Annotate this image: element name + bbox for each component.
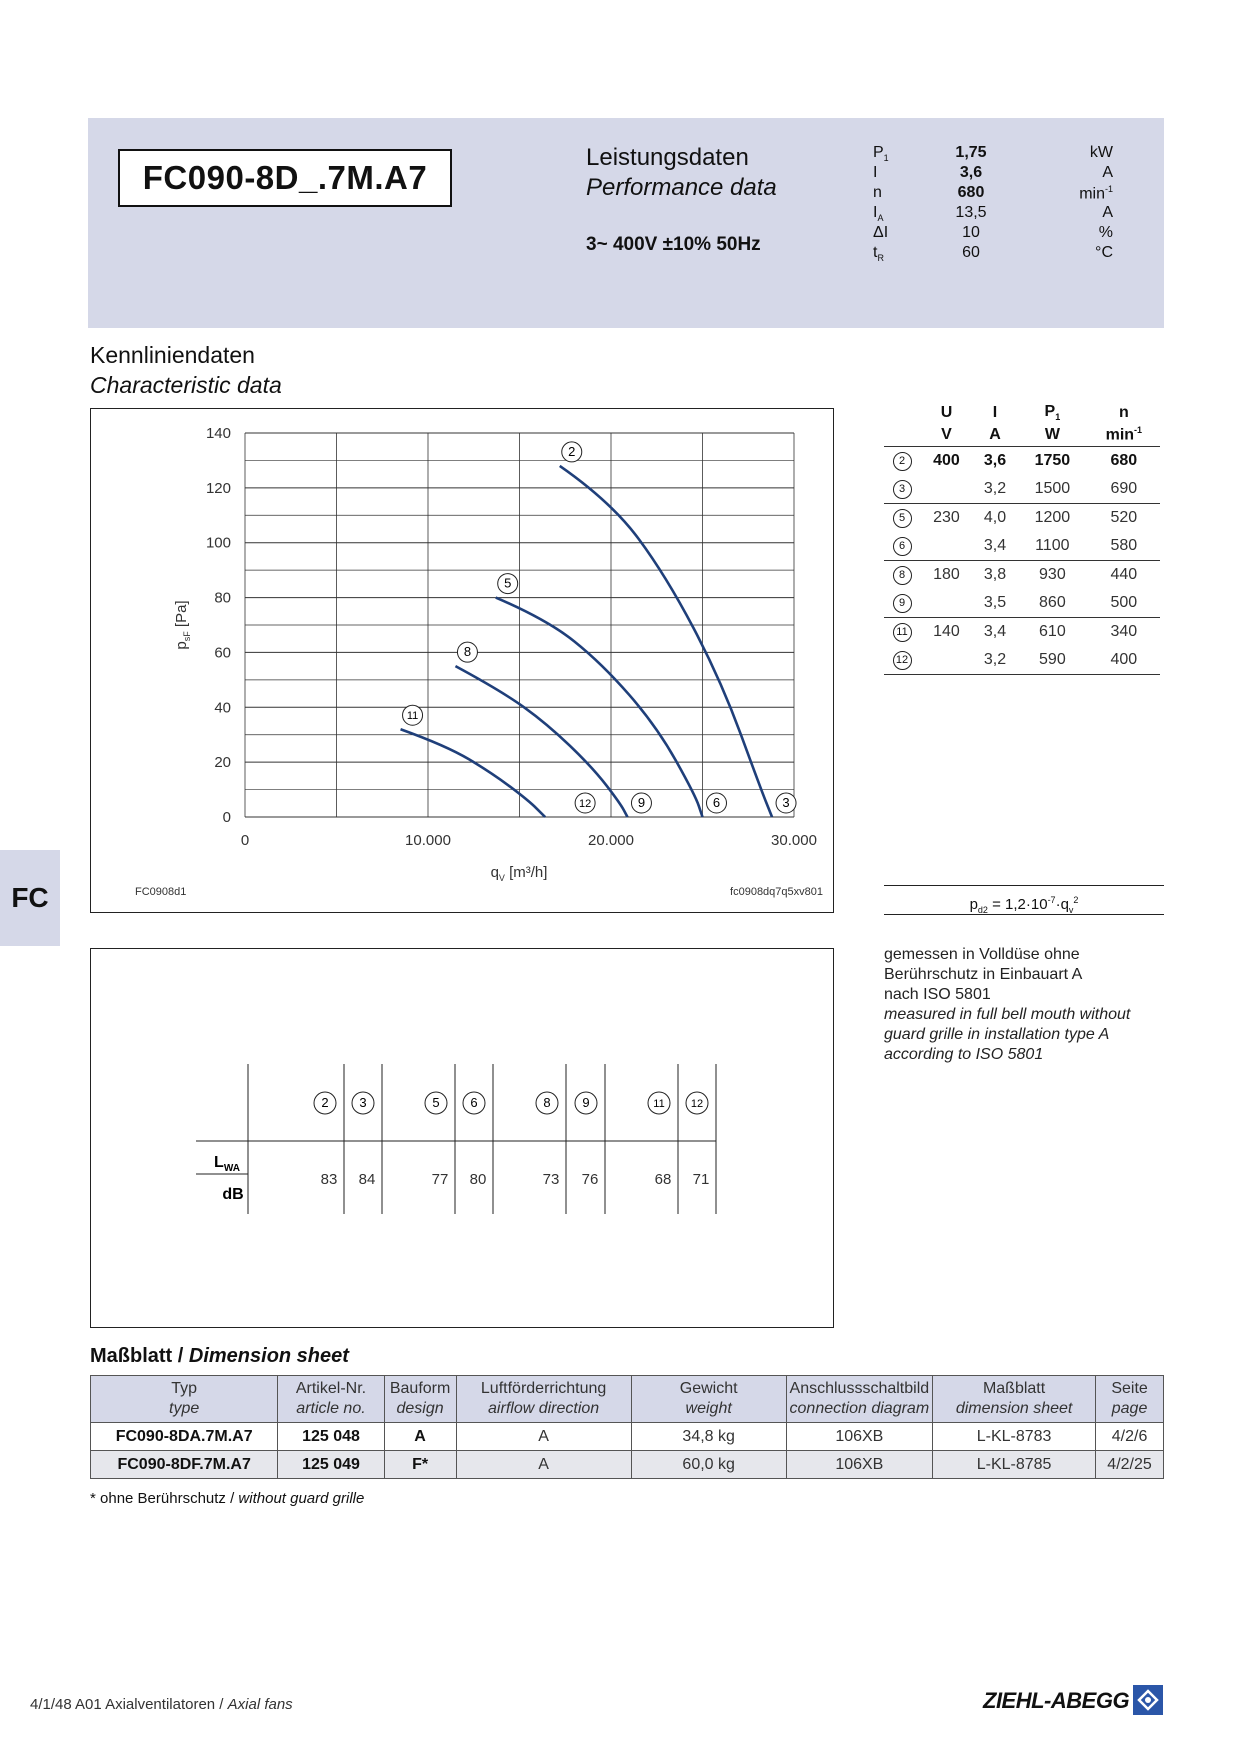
pd2-formula: $p_{d2} = 1,2\cdot 10^{-7}\cdot q_v^2$ [884, 885, 1164, 915]
curve-id-badge: 5 [893, 509, 912, 528]
electrical-power: 1200 [1034, 509, 1071, 526]
sound-value: 76 [581, 1171, 599, 1188]
svg-text:11: 11 [406, 710, 419, 723]
header-en: weight [685, 1400, 732, 1417]
param-value: 60 [962, 244, 980, 261]
electrical-voltage: 180 [933, 566, 960, 583]
param-row [873, 244, 1113, 264]
dimension-header-cell [786, 1376, 932, 1423]
y-tick-label: 100 [205, 534, 231, 552]
note-en-line-2: guard grille in installation type A [884, 1026, 1110, 1043]
dimension-title: Maßblatt / Dimension sheet [90, 1345, 349, 1367]
curve-id-badge: 12 [893, 651, 912, 670]
y-tick-label: 0 [222, 809, 231, 826]
sound-value: 80 [469, 1171, 487, 1188]
header-de: Bauform [389, 1380, 451, 1397]
electrical-current: 3,4 [973, 532, 1017, 561]
electrical-units-row [884, 424, 1160, 447]
electrical-curve-id [884, 532, 920, 561]
param-unit: kW [1089, 144, 1113, 161]
curve-id-badge: 9 [893, 594, 912, 613]
svg-text:12: 12 [690, 1098, 704, 1110]
side-tab: FC [0, 850, 60, 946]
brand-name: ZIEHL-ABEGG [983, 1688, 1130, 1713]
svg-text:2: 2 [568, 443, 576, 459]
svg-text:5: 5 [504, 575, 512, 591]
svg-text:6: 6 [470, 1095, 478, 1110]
note-en-line-1: measured in full bell mouth without [884, 1006, 1131, 1023]
electrical-current: 3,2 [973, 646, 1017, 675]
dimension-cell: A [384, 1423, 456, 1451]
footer-page-de: 4/1/48 A01 Axialventilatoren / [30, 1696, 228, 1713]
param-value: 10 [962, 224, 980, 241]
measurement-note [884, 945, 1184, 1065]
sound-value: 73 [542, 1171, 560, 1188]
electrical-curve-id [884, 504, 920, 533]
electrical-row [884, 504, 1160, 533]
header-en: page [1111, 1400, 1148, 1417]
dimension-cell: 106XB [786, 1451, 932, 1479]
model-title: FC090-8D_.7M.A7 [118, 149, 452, 207]
dimension-cell: FC090-8DF.7M.A7 [91, 1451, 278, 1479]
electrical-current: 4,0 [983, 509, 1007, 526]
param-unit: °C [1095, 244, 1113, 261]
x-axis-label: $q_V$ [m³/h] [490, 864, 548, 883]
electrical-voltage: 230 [933, 509, 960, 526]
param-value: 13,5 [955, 204, 987, 221]
footer-page-en: Axial fans [227, 1696, 293, 1713]
curve-label-11 [403, 705, 423, 725]
svg-text:9: 9 [582, 1095, 590, 1110]
header-de: Gewicht [679, 1380, 738, 1397]
curve-label-8 [457, 642, 477, 662]
svg-text:9: 9 [637, 795, 646, 810]
param-row [873, 204, 1113, 224]
header-en: type [169, 1400, 200, 1417]
curve-id-badge: 3 [893, 480, 912, 499]
electrical-voltage: 400 [933, 452, 960, 469]
note-de-line-3: nach ISO 5801 [884, 986, 991, 1003]
electrical-power: 1100 [1017, 532, 1088, 561]
dimension-cell: 60,0 kg [631, 1451, 786, 1479]
sound-id-2 [314, 1092, 336, 1114]
electrical-row [884, 447, 1160, 476]
chart-code-left: FC0908d1 [135, 886, 187, 898]
electrical-row [884, 532, 1160, 561]
header-de: Artikel-Nr. [295, 1380, 367, 1397]
curve-label-9 [631, 793, 651, 813]
svg-text:5: 5 [432, 1095, 440, 1110]
curve-label-5 [498, 574, 518, 594]
footer-page [30, 1696, 293, 1713]
param-symbol: $t_R$ [873, 244, 884, 264]
electrical-curve-id [884, 646, 920, 675]
header-de: Anschlussschaltbild [789, 1380, 930, 1397]
curve-11 [401, 729, 546, 817]
dimension-row [91, 1423, 1164, 1451]
curve-label-12 [575, 793, 595, 813]
brand-logo-icon [1133, 1685, 1163, 1715]
sound-level-box [90, 948, 834, 1328]
performance-title-en: Performance data [586, 174, 777, 201]
svg-text:3: 3 [782, 795, 790, 810]
param-row [873, 144, 1113, 164]
footnote-de: * ohne Berührschutz / [90, 1490, 239, 1507]
footnote [90, 1490, 364, 1507]
param-value: 1,75 [955, 144, 987, 161]
electrical-speed: 340 [1110, 623, 1138, 640]
header-en: article no. [296, 1400, 366, 1417]
dimension-table [90, 1375, 1164, 1479]
electrical-current: 3,2 [973, 475, 1017, 504]
electrical-curve-id [884, 589, 920, 618]
y-tick-label: 40 [214, 699, 231, 717]
svg-text:8: 8 [543, 1095, 551, 1110]
characteristic-chart [90, 408, 834, 913]
footnote-en: without guard grille [238, 1490, 365, 1507]
characteristic-title-en: Characteristic data [90, 372, 282, 398]
electrical-power: 860 [1017, 589, 1088, 618]
electrical-row [884, 561, 1160, 590]
dimension-cell: F* [384, 1451, 456, 1479]
svg-text:6: 6 [712, 795, 721, 810]
y-tick-label: 20 [214, 754, 231, 772]
param-unit: $\min^{-1}$ [1079, 184, 1113, 203]
electrical-data-table [884, 402, 1160, 675]
dimension-header-cell [631, 1376, 786, 1423]
chart-svg [91, 409, 835, 914]
param-unit: % [1098, 224, 1113, 241]
col-n: n [1118, 404, 1129, 421]
curve-id-badge: 11 [893, 623, 912, 642]
electrical-speed: 520 [1110, 509, 1138, 526]
dimension-cell: 34,8 kg [631, 1423, 786, 1451]
x-tick-label: 30.000 [771, 832, 817, 849]
note-en-line-3: according to ISO 5801 [884, 1046, 1044, 1063]
dimension-cell: 4/2/25 [1096, 1451, 1164, 1479]
col-p1: $P_1$ [1044, 403, 1061, 423]
col-i: I [992, 404, 998, 421]
header-de: Typ [171, 1380, 198, 1397]
dimension-header-cell [456, 1376, 631, 1423]
electrical-curve-id [884, 561, 920, 590]
dimension-header-cell [278, 1376, 384, 1423]
electrical-current: 3,5 [973, 589, 1017, 618]
electrical-power: 930 [1039, 566, 1066, 583]
electrical-speed: 400 [1088, 646, 1160, 675]
unit-n: $\min^{-1}$ [1088, 424, 1160, 447]
x-tick-label: 0 [240, 832, 250, 849]
unit-p: W [1017, 424, 1088, 447]
electrical-speed: 440 [1110, 566, 1138, 583]
dimension-cell: 4/2/6 [1096, 1423, 1164, 1451]
svg-text:8: 8 [463, 644, 472, 660]
param-unit: A [1102, 164, 1113, 181]
electrical-current: 3,4 [983, 623, 1007, 640]
param-symbol: $P_1$ [873, 144, 889, 164]
sound-id-3 [352, 1092, 374, 1114]
dimension-cell: 125 049 [278, 1451, 384, 1479]
dimension-header-cell [91, 1376, 278, 1423]
characteristic-title-de: Kennliniendaten [90, 342, 255, 368]
curve-2 [560, 466, 772, 817]
electrical-power: 1500 [1017, 475, 1088, 504]
svg-text:12: 12 [578, 798, 592, 810]
curve-id-badge: 8 [893, 566, 912, 585]
header-en: connection diagram [789, 1400, 930, 1417]
electrical-row [884, 475, 1160, 504]
electrical-power: 1750 [1034, 452, 1071, 469]
dimension-header-cell [933, 1376, 1096, 1423]
svg-text:3: 3 [359, 1095, 367, 1110]
sound-level-svg [91, 949, 835, 1329]
dimension-cell: A [456, 1451, 631, 1479]
y-axis-label: $p_{sF}$ [Pa] [173, 600, 192, 650]
dimension-cell: 106XB [786, 1423, 932, 1451]
dimension-header-cell [384, 1376, 456, 1423]
sound-value: 84 [358, 1171, 376, 1188]
y-tick-label: 60 [214, 644, 231, 662]
curve-label-3 [776, 793, 796, 813]
svg-text:11: 11 [653, 1098, 665, 1110]
header-en: design [396, 1400, 444, 1417]
param-symbol: n [873, 184, 882, 201]
param-row [873, 184, 1113, 204]
param-symbol: I [873, 164, 878, 181]
sound-value: 68 [654, 1171, 672, 1188]
electrical-curve-id [884, 475, 920, 504]
unit-u: V [920, 424, 973, 447]
y-tick-label: 120 [205, 479, 231, 497]
dimension-header-row [91, 1376, 1164, 1423]
chart-code-right: fc0908dq7q5xv801 [730, 886, 823, 898]
param-unit: A [1102, 204, 1113, 221]
electrical-speed: 580 [1088, 532, 1160, 561]
svg-text:2: 2 [321, 1095, 329, 1110]
sound-id-8 [536, 1092, 558, 1114]
sound-id-12 [686, 1092, 708, 1114]
electrical-row [884, 618, 1160, 647]
db-label: dB [222, 1186, 244, 1203]
x-tick-label: 10.000 [405, 832, 451, 849]
note-de-line-1: gemessen in Volldüse ohne [884, 946, 1080, 963]
y-tick-label: 140 [205, 425, 231, 442]
electrical-curve-id [884, 447, 920, 476]
sound-value: 71 [692, 1171, 710, 1188]
electrical-current: 3,8 [983, 566, 1007, 583]
param-symbol: ΔI [873, 224, 889, 241]
electrical-speed: 690 [1088, 475, 1160, 504]
electrical-voltage [920, 589, 973, 618]
header-en: airflow direction [488, 1400, 600, 1417]
note-de-line-2: Berührschutz in Einbauart A [884, 966, 1083, 983]
y-tick-label: 80 [214, 589, 231, 607]
dimension-header-cell [1096, 1376, 1164, 1423]
electrical-voltage: 140 [933, 623, 960, 640]
electrical-row [884, 589, 1160, 618]
curve-8 [455, 666, 627, 817]
electrical-speed: 500 [1088, 589, 1160, 618]
header-de: Maßblatt [982, 1380, 1046, 1397]
dimension-title-en: Dimension sheet [188, 1345, 349, 1367]
electrical-power: 590 [1017, 646, 1088, 675]
sound-id-6 [463, 1092, 485, 1114]
dimension-cell: 125 048 [278, 1423, 384, 1451]
electrical-voltage [920, 475, 973, 504]
electrical-speed: 680 [1110, 452, 1138, 469]
dimension-cell: L-KL-8783 [933, 1423, 1096, 1451]
electrical-row [884, 646, 1160, 675]
electrical-power: 610 [1039, 623, 1066, 640]
param-value: 680 [957, 184, 985, 201]
sound-id-5 [425, 1092, 447, 1114]
col-u: U [940, 404, 953, 421]
sound-value: 77 [431, 1171, 449, 1188]
unit-i: A [973, 424, 1017, 447]
performance-title-de: Leistungsdaten [586, 144, 749, 171]
supply-voltage: 3~ 400V ±10% 50Hz [586, 234, 761, 255]
header-de: Seite [1111, 1380, 1148, 1397]
sound-id-9 [575, 1092, 597, 1114]
electrical-current: 3,6 [983, 452, 1007, 469]
electrical-header-row [884, 402, 1160, 424]
curve-id-badge: 2 [893, 452, 912, 471]
dimension-cell: FC090-8DA.7M.A7 [91, 1423, 278, 1451]
electrical-voltage [920, 646, 973, 675]
header-de: Luftförderrichtung [480, 1380, 607, 1397]
sound-id-11 [648, 1092, 670, 1114]
dimension-cell: L-KL-8785 [933, 1451, 1096, 1479]
electrical-voltage [920, 532, 973, 561]
param-symbol: $I_A$ [873, 204, 884, 224]
electrical-curve-id [884, 618, 920, 647]
param-value: 3,6 [959, 164, 983, 181]
header-en: dimension sheet [955, 1400, 1073, 1417]
param-row [873, 224, 1113, 244]
dimension-row [91, 1451, 1164, 1479]
dimension-cell: A [456, 1423, 631, 1451]
dimension-title-de: Maßblatt [90, 1345, 173, 1367]
lwa-label: $L_{WA}$ [214, 1154, 240, 1174]
sound-value: 83 [320, 1171, 338, 1188]
curve-label-6 [707, 793, 727, 813]
curve-label-2 [562, 442, 582, 462]
x-tick-label: 20.000 [588, 832, 634, 849]
curve-id-badge: 6 [893, 537, 912, 556]
param-row [873, 164, 1113, 184]
